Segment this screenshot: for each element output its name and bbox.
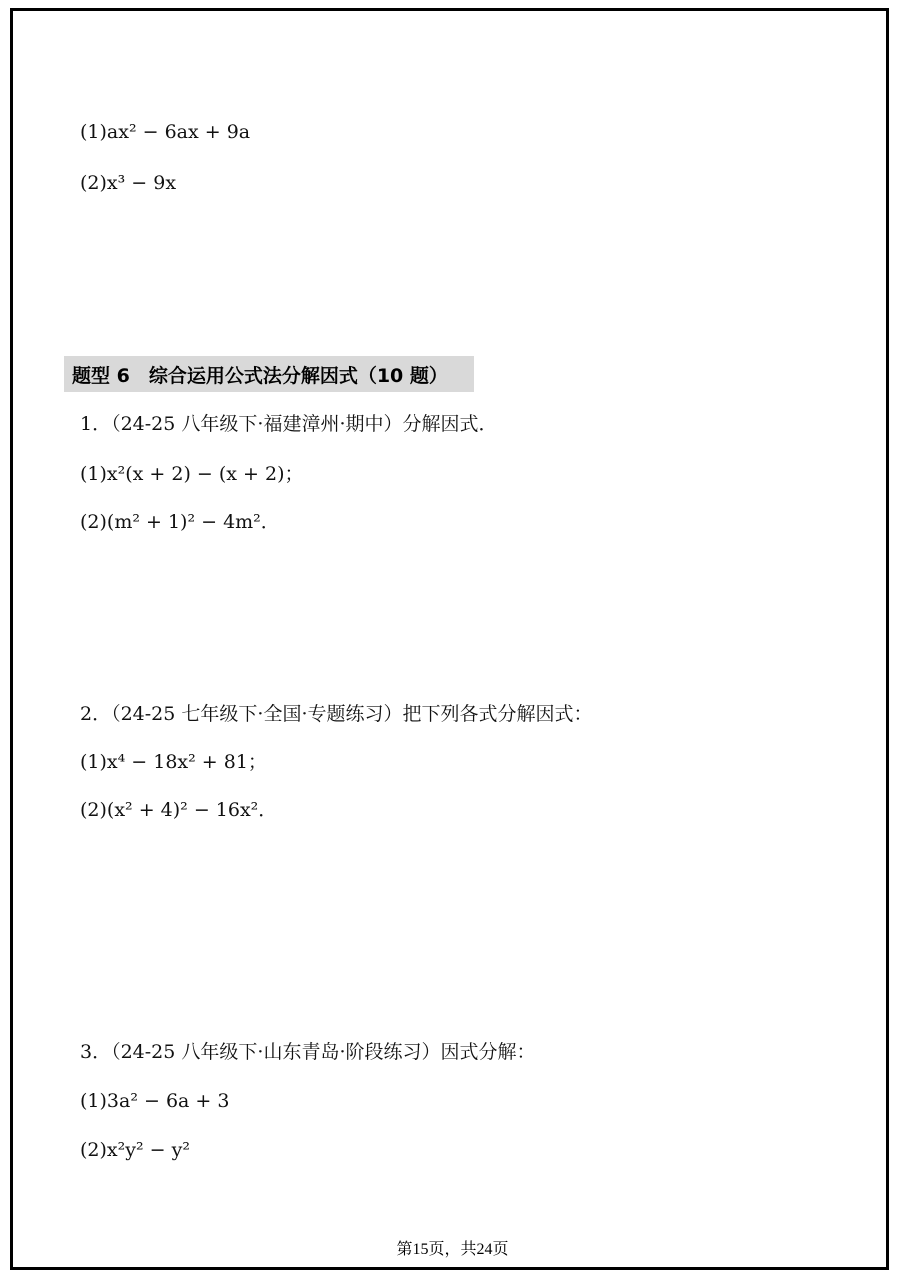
problem-1-part1: (1)x²(x + 2) − (x + 2)； <box>80 463 304 485</box>
problem-1-part2: (2)(m² + 1)² − 4m²． <box>80 511 280 533</box>
problem-3-part2: (2)x²y² − y² <box>80 1139 190 1161</box>
problem-1-stem: 1．（24-25 八年级下·福建漳州·期中）分解因式． <box>80 413 498 435</box>
prev-problem-part1: (1)ax² − 6ax + 9a <box>80 121 251 143</box>
problem-2-part2: (2)(x² + 4)² − 16x²． <box>80 799 278 821</box>
page-number-footer: 第15页，共24页 <box>396 1241 509 1258</box>
problem-2-part1: (1)x⁴ − 18x² + 81； <box>80 751 267 773</box>
prev-problem-part2: (2)x³ − 9x <box>80 172 177 194</box>
section-title: 题型 6 综合运用公式法分解因式（10 题） <box>72 365 448 387</box>
page-border <box>10 8 889 1270</box>
problem-3-part1: (1)3a² − 6a + 3 <box>80 1090 230 1112</box>
problem-2-stem: 2．（24-25 七年级下·全国·专题练习）把下列各式分解因式： <box>80 703 593 725</box>
problem-3-stem: 3．（24-25 八年级下·山东青岛·阶段练习）因式分解： <box>80 1041 536 1063</box>
